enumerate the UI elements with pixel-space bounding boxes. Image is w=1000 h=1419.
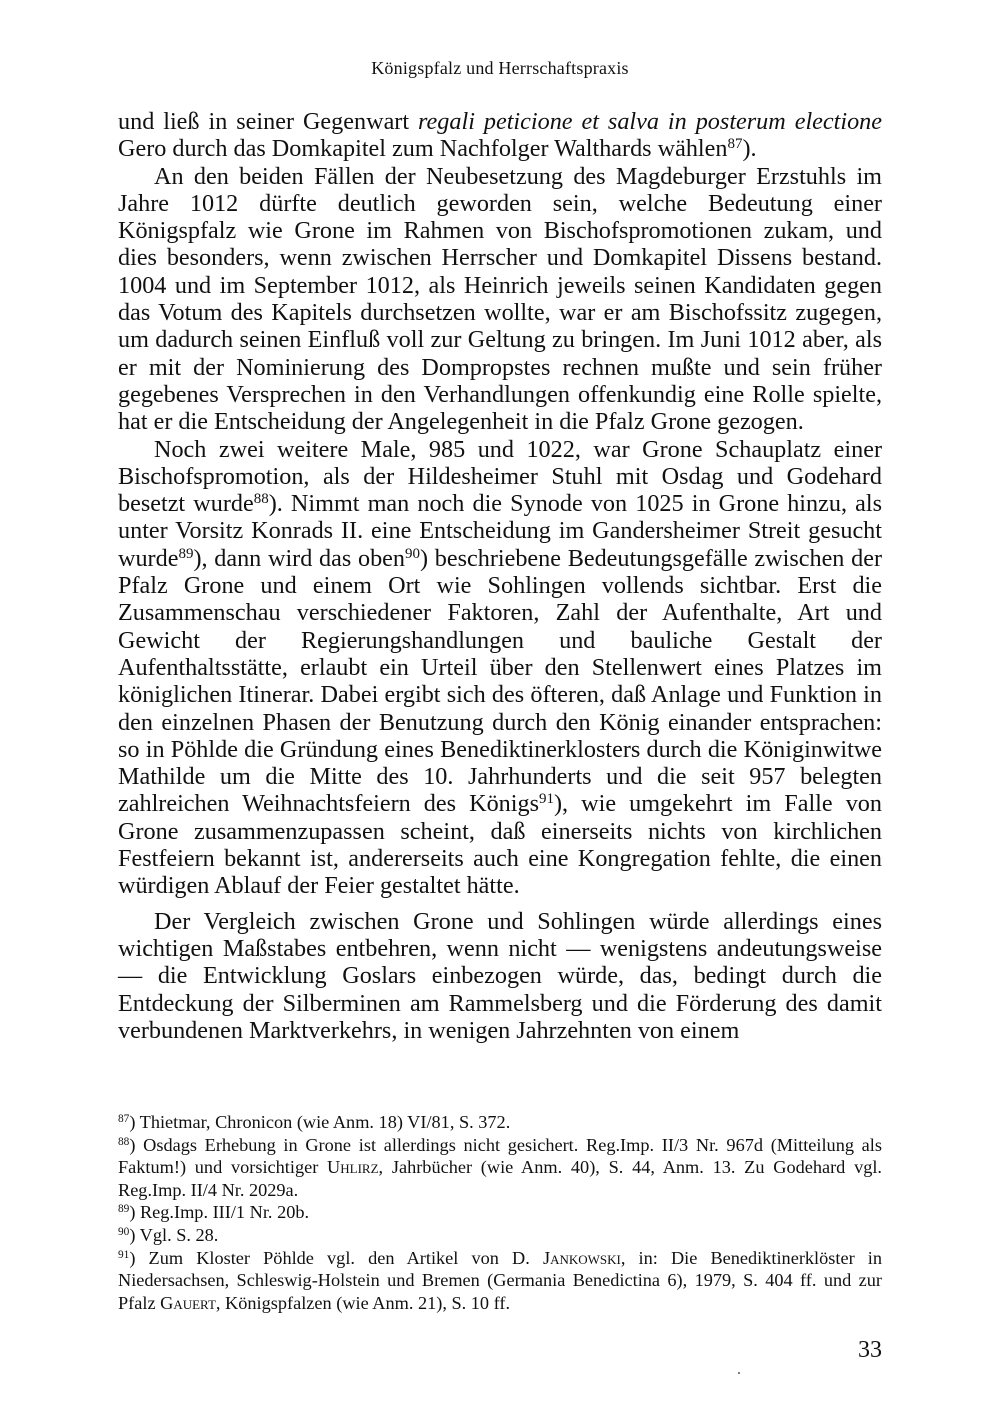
footnote-text: ) Osdags Erhebung in Grone ist allerdings nicht gesichert. Reg.Imp. II/3 Nr. 967d (Mitteilung als Faktum!) und vorsichtiger (118, 1134, 882, 1178)
footnote-text: , Königspfalzen (wie Anm. 21), S. 10 ff. (215, 1292, 511, 1313)
text-run: und ließ in seiner Gegenwart (118, 108, 419, 135)
footnote-ref-87[interactable]: 87 (727, 136, 743, 153)
author-name: Uhlirz (327, 1157, 379, 1178)
footnote-ref-88[interactable]: 88 (253, 490, 269, 507)
text-run: ) beschriebene Bedeutungsgefälle zwischen der Pfalz Grone und einem Ort wie Sohlingen vollends sichtbar. Erst die Zusammenschau verschiedener Faktoren, Zahl der Aufenthalte, Art und Gewicht der Regierungshandlungen und bauliche Gestalt der Aufenthaltsstätte, erlaubt ein Urteil über den Stellenwert eines Platzes im königlichen Itinerar. Dabei ergibt sich des öfteren, daß Anlage und Funktion in den einzelnen Phasen der Benutzung durch den König einander entsprachen: so in Pöhlde die Gründung eines Benediktinerklosters durch die Königinwitwe Mathilde um die Mitte des 10. Jahrhunderts und die seit 957 belegten zahlreichen Weihnachtsfeiern des Königs (118, 544, 882, 818)
body-text (118, 108, 882, 1044)
footnote-ref-90[interactable]: 90 (405, 545, 420, 562)
footnote-text: ) Zum Kloster Pöhlde vgl. den Artikel von D. (129, 1247, 543, 1268)
print-speck (738, 1372, 740, 1374)
footnote-ref-91[interactable]: 91 (538, 791, 554, 808)
footnote-text: ) Reg.Imp. III/1 Nr. 20b. (129, 1202, 310, 1223)
footnote-89 (118, 1201, 882, 1224)
text-run: Noch zwei weitere Male, 985 und 1022, war Grone Schauplatz einer Bischofspromotion, als der Hildesheimer Stuhl mit Osdag und Godehard besetzt wurde (118, 435, 882, 518)
text-run: Gero durch das Domkapitel zum Nachfolger Walthards wählen (118, 135, 728, 163)
running-head: Königspfalz und Herrschaftspraxis (371, 58, 629, 78)
footnote-text: , in: Die Benediktinerklöster in Niedersachsen, Schleswig-Holstein und Bremen (Germania Benedictina 6), 1979, S. 404 ff. und zur Pfalz (118, 1247, 882, 1313)
text-run: ), wie umgekehrt im Falle von Grone zusammenzupassen scheint, daß einerseits nichts von kirchlichen Festfeiern bekannt ist, andererseits auch eine Kongregation fehlte, die einen würdigen Ablauf der Feier gestaltet hätte. (118, 790, 882, 900)
latin-quotation: regali peticione et salva in posterum electione (418, 108, 882, 135)
footnote-text: ) Vgl. S. 28. (129, 1224, 219, 1245)
footnote-number: 89 (118, 1203, 130, 1216)
footnotes (118, 1111, 882, 1314)
footnote-number: 88 (118, 1135, 130, 1148)
author-name: Gauert (160, 1292, 216, 1313)
footnote-88 (118, 1134, 882, 1202)
page-number: 33 (858, 1337, 882, 1363)
footnote-ref-89[interactable]: 89 (178, 545, 194, 562)
paragraph-3 (118, 436, 882, 900)
text-run: ). (742, 135, 757, 163)
text-run: ), dann wird das oben (193, 544, 405, 572)
text-run: ). Nimmt man noch die Synode von 1025 in Grone hinzu, als unter Vorsitz Konrads II. eine Entscheidung im Gandersheimer Streit gesucht wurde (118, 490, 882, 572)
footnote-number: 90 (118, 1225, 130, 1238)
footnote-90 (118, 1224, 882, 1247)
footnote-number: 91 (118, 1248, 130, 1261)
footnote-91 (118, 1247, 882, 1315)
footnote-87 (118, 1111, 882, 1134)
author-name: Jankowski (542, 1247, 621, 1268)
paragraph-1 (118, 108, 882, 163)
footnote-text: , Jahrbücher (wie Anm. 40), S. 44, Anm. 13. Zu Godehard vgl. Reg.Imp. II/4 Nr. 2029a. (118, 1157, 883, 1200)
footnote-number: 87 (118, 1112, 130, 1125)
paragraph-4: Der Vergleich zwischen Grone und Sohlingen würde allerdings eines wichtigen Maßstabes entbehren, wenn nicht — wenigstens andeutungsweise — die Entwicklung Goslars einbezogen würde, das, bedingt durch die Entdeckung der Silberminen am Rammelsberg und die Förderung des damit verbundenen Marktverkehrs, in wenigen Jahrzehnten von einem (118, 907, 882, 1044)
footnote-text: ) Thietmar, Chronicon (wie Anm. 18) VI/81, S. 372. (129, 1112, 511, 1132)
paragraph-2: An den beiden Fällen der Neubesetzung des Magdeburger Erzstuhls im Jahre 1012 dürfte deutlich geworden sein, welche Bedeutung einer Königspfalz wie Grone im Rahmen von Bischofspromotionen zukam, und dies besonders, wenn zwischen Herrscher und Domkapitel Dissens bestand. 1004 und im September 1012, als Heinrich jeweils seinen Kandidaten gegen das Votum des Kapitels durchsetzen wollte, war er am Bischofssitz zugegen, um dadurch seinen Einfluß voll zur Geltung zu bringen. Im Juni 1012 aber, als er mit der Nominierung des Dompropstes rechnen mußte und sein früher gegebenes Versprechen in den Verhandlungen offenkundig eine Rolle spielte, hat er die Entscheidung der Angelegenheit in die Pfalz Grone gezogen. (118, 162, 882, 436)
